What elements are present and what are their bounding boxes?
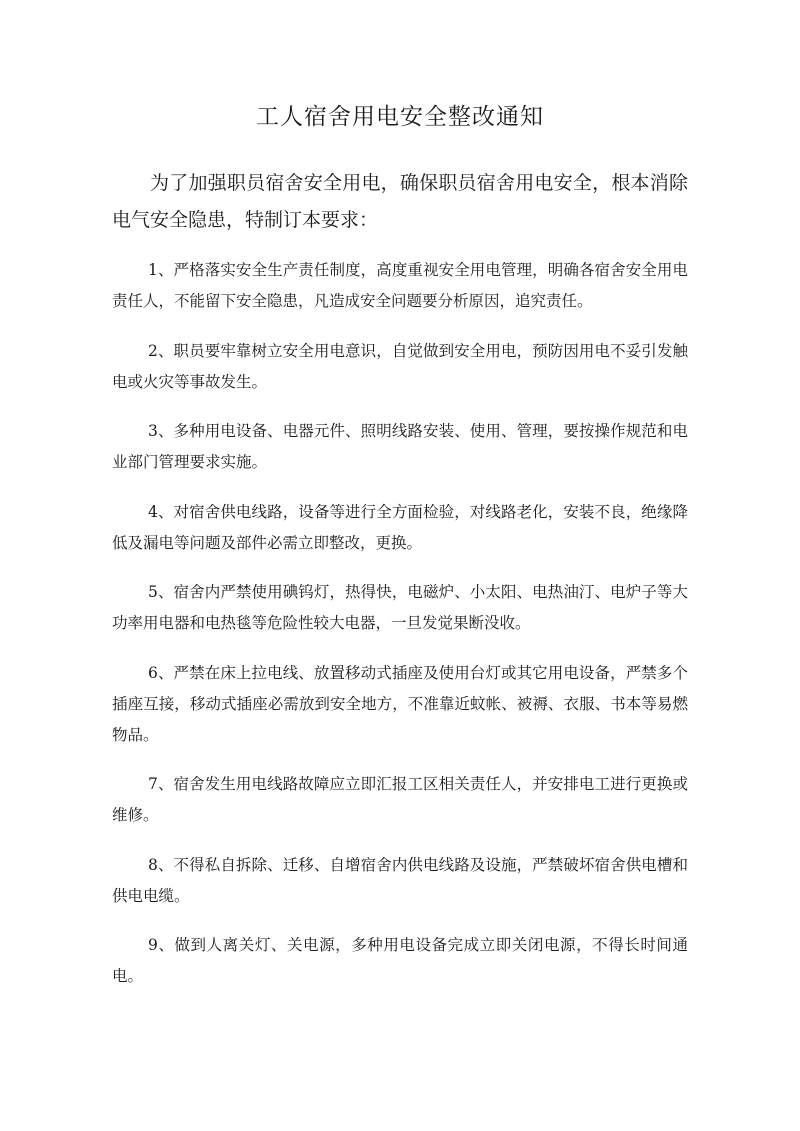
- requirement-item: 8、不得私自拆除、迁移、自增宿舍内供电线路及设施，严禁破坏宿舍供电槽和供电电缆。: [112, 855, 688, 905]
- requirement-item: 3、多种用电设备、电器元件、照明线路安装、使用、管理，要按操作规范和电业部门管理要求实施。: [112, 422, 688, 471]
- requirement-item: 7、宿舍发生用电线路故障应立即汇报工区相关责任人，并安排电工进行更换或维修。: [112, 775, 688, 824]
- requirement-item: 6、严禁在床上拉电线、放置移动式插座及使用台灯或其它用电设备，严禁多个插座互接，移动式插座必需放到安全地方，不准靠近蚊帐、被褥、衣服、书本等易燃物品。: [112, 663, 688, 744]
- requirements-list: [112, 255, 688, 1011]
- intro-paragraph: 为了加强职员宿舍安全用电，确保职员宿舍用电安全，根本消除电气安全隐患，特制订本要求：: [112, 172, 688, 231]
- document-title: 工人宿舍用电安全整改通知: [256, 104, 544, 130]
- requirement-item: 4、对宿舍供电线路，设备等进行全方面检验，对线路老化，安装不良，绝缘降低及漏电等问题及部件必需立即整改，更换。: [112, 502, 688, 552]
- requirement-item: 5、宿舍内严禁使用碘钨灯，热得快，电磁炉、小太阳、电热油汀、电炉子等大功率用电器和电热毯等危险性较大电器，一旦发觉果断没收。: [112, 583, 688, 632]
- requirement-item: 2、职员要牢靠树立安全用电意识，自觉做到安全用电，预防因用电不妥引发触电或火灾等事故发生。: [112, 341, 688, 391]
- requirement-item: 9、做到人离关灯、关电源，多种用电设备完成立即关闭电源，不得长时间通电。: [112, 936, 688, 985]
- requirement-item: 1、严格落实安全生产责任制度，高度重视安全用电管理，明确各宿舍安全用电责任人，不能留下安全隐患，凡造成安全问题要分析原因，追究责任。: [112, 261, 688, 310]
